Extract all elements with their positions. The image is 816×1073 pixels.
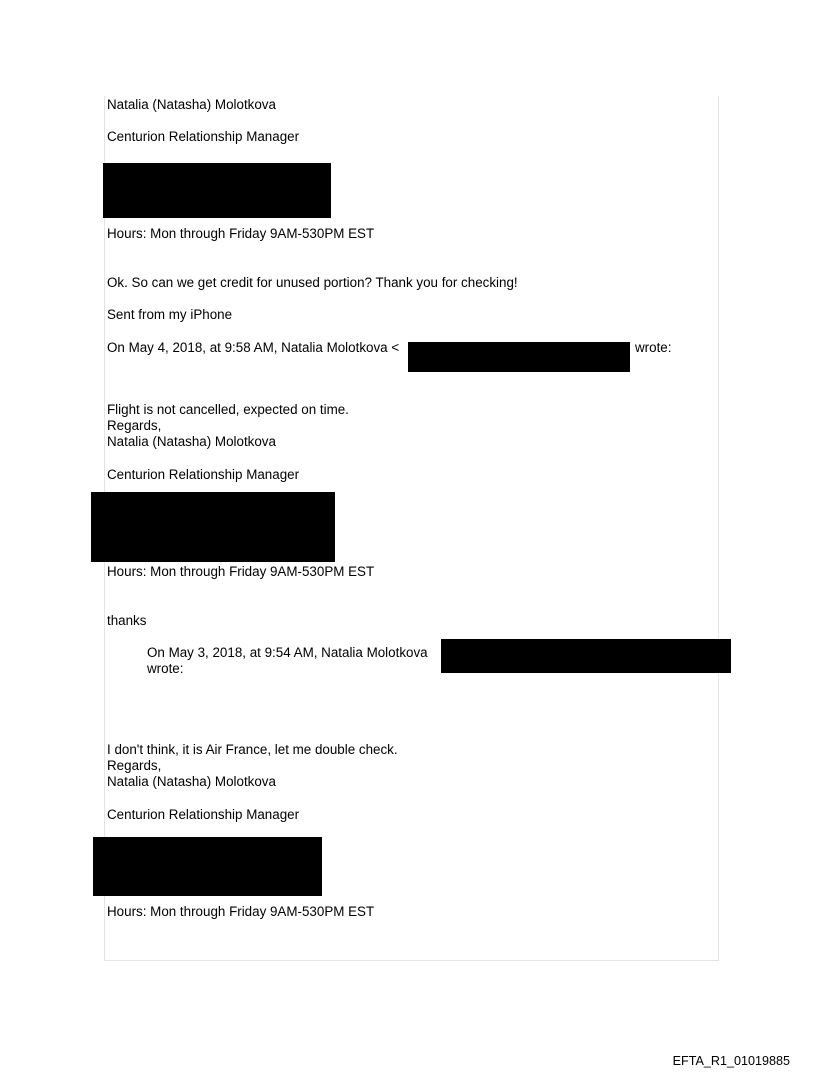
signature-name: Natalia (Natasha) Molotkova	[107, 774, 276, 789]
signature-hours: Hours: Mon through Friday 9AM-530PM EST	[107, 904, 375, 919]
signature-name: Natalia (Natasha) Molotkova	[107, 434, 276, 449]
quote-header: On May 3, 2018, at 9:54 AM, Natalia Molotkova	[147, 645, 428, 660]
sent-from: Sent from my iPhone	[107, 307, 233, 322]
regards: Regards,	[107, 418, 162, 433]
signature-title: Centurion Relationship Manager	[107, 467, 300, 482]
redaction-block	[91, 492, 335, 562]
signature-hours: Hours: Mon through Friday 9AM-530PM EST	[107, 564, 375, 579]
message-text: I don't think, it is Air France, let me double check.	[107, 742, 398, 757]
quote-header: On May 4, 2018, at 9:58 AM, Natalia Molotkova <	[107, 340, 400, 355]
signature-title: Centurion Relationship Manager	[107, 129, 300, 144]
quote-wrote: wrote:	[147, 661, 184, 676]
redaction-block	[441, 639, 731, 673]
message-text: Ok. So can we get credit for unused portion? Thank you for checking!	[107, 275, 518, 290]
signature-title: Centurion Relationship Manager	[107, 807, 300, 822]
redaction-block	[408, 342, 630, 372]
quote-wrote: wrote:	[635, 340, 672, 355]
signature-hours: Hours: Mon through Friday 9AM-530PM EST	[107, 226, 375, 241]
message-text: Flight is not cancelled, expected on time.	[107, 402, 349, 417]
redaction-block	[103, 163, 331, 218]
message-text: thanks	[107, 613, 147, 628]
redaction-block	[93, 837, 322, 896]
signature-name: Natalia (Natasha) Molotkova	[107, 97, 276, 112]
document-id: EFTA_R1_01019885	[672, 1054, 790, 1068]
regards: Regards,	[107, 758, 162, 773]
